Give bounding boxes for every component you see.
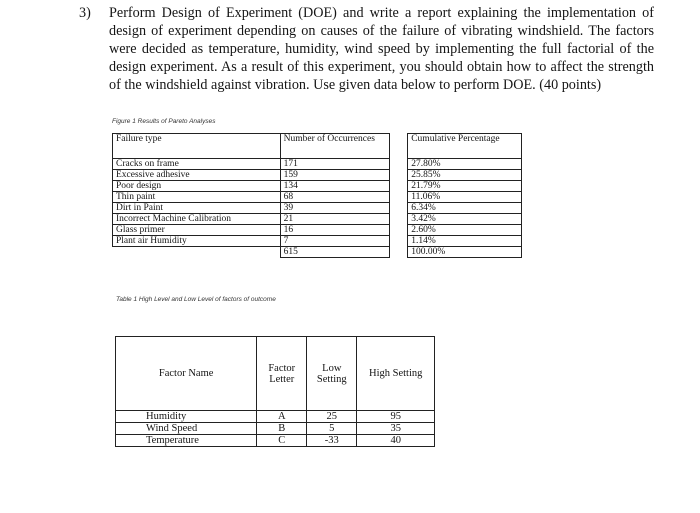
factor-letter: B [257,423,307,435]
failure-type: Poor design [113,181,281,192]
failure-type: Excessive adhesive [113,170,281,181]
total-row [113,247,522,258]
occurrence-count: 39 [280,203,389,214]
cumulative-percentage: 6.34% [408,203,522,214]
question-number: 3) [79,5,91,21]
pareto-header-row [113,134,522,159]
table-row [116,423,435,435]
table-row [116,411,435,423]
high-setting: 40 [357,435,435,447]
table-row [113,203,522,214]
cumulative-percentage: 2.60% [408,225,522,236]
table-row [113,192,522,203]
table-caption: Table 1 High Level and Low Level of factors of outcome [116,296,276,303]
occurrence-count: 159 [280,170,389,181]
spacer-cell [389,192,407,203]
factor-letter: C [257,435,307,447]
question-block [79,4,654,94]
factor-header-row [116,337,435,411]
table-row [113,236,522,247]
pareto-table [112,133,522,258]
header-low-setting: Low Setting [307,337,357,411]
question-text: Perform Design of Experiment (DOE) and write a report explaining the implementation of design of experiment depending on causes of the failure of vibrating windshield. The factors were decided as temperature, humidity, wind speed by implementing the full factorial of the design experiment. As a result of this experiment, you should obtain how to affect the strength of the windshield against vibration. Use given data below to perform DOE. (40 points) [109,5,654,93]
occurrence-count: 21 [280,214,389,225]
spacer-cell [389,225,407,236]
total-count: 615 [280,247,389,258]
failure-type: Plant air Humidity [113,236,281,247]
occurrence-count: 7 [280,236,389,247]
cumulative-percentage: 1.14% [408,236,522,247]
total-label-empty [113,247,281,258]
table-row [113,214,522,225]
low-setting: -33 [307,435,357,447]
header-cumulative: Cumulative Percentage [408,134,522,159]
table-row [113,170,522,181]
cumulative-percentage: 21.79% [408,181,522,192]
header-factor-name: Factor Name [116,337,257,411]
cumulative-percentage: 3.42% [408,214,522,225]
factor-table [115,336,435,447]
spacer-cell [389,134,407,159]
header-failure-type: Failure type [113,134,281,159]
failure-type: Dirt in Paint [113,203,281,214]
spacer-cell [389,159,407,170]
spacer-cell [389,236,407,247]
cumulative-percentage: 25.85% [408,170,522,181]
occurrence-count: 68 [280,192,389,203]
table-row [116,435,435,447]
failure-type: Cracks on frame [113,159,281,170]
spacer-cell [389,203,407,214]
figure-caption: Figure 1 Results of Pareto Analyses [112,118,216,125]
low-setting: 5 [307,423,357,435]
table-row [113,159,522,170]
header-factor-letter: Factor Letter [257,337,307,411]
table-row [113,225,522,236]
factor-letter: A [257,411,307,423]
failure-type: Glass primer [113,225,281,236]
total-cumulative: 100.00% [408,247,522,258]
table-row [113,181,522,192]
occurrence-count: 16 [280,225,389,236]
cumulative-percentage: 11.06% [408,192,522,203]
header-occurrences: Number of Occurrences [280,134,389,159]
spacer-cell [389,181,407,192]
cumulative-percentage: 27.80% [408,159,522,170]
factor-name: Temperature [116,435,257,447]
spacer-cell [389,214,407,225]
spacer-cell [389,247,407,258]
factor-name: Humidity [116,411,257,423]
high-setting: 95 [357,411,435,423]
header-high-setting: High Setting [357,337,435,411]
spacer-cell [389,170,407,181]
occurrence-count: 134 [280,181,389,192]
low-setting: 25 [307,411,357,423]
factor-name: Wind Speed [116,423,257,435]
failure-type: Thin paint [113,192,281,203]
occurrence-count: 171 [280,159,389,170]
high-setting: 35 [357,423,435,435]
failure-type: Incorrect Machine Calibration [113,214,281,225]
